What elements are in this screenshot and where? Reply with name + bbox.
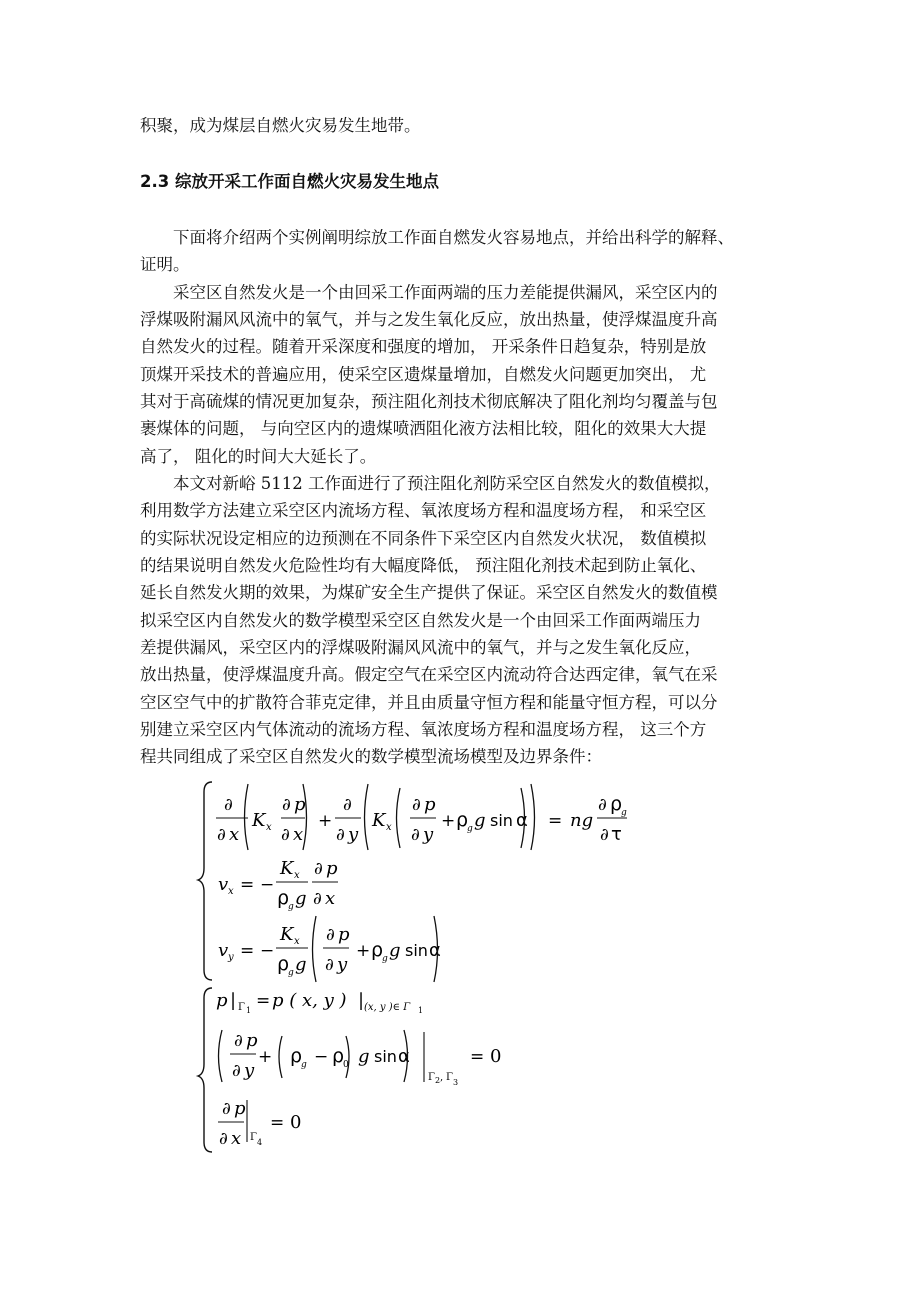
subscript-x: x	[386, 822, 392, 833]
subscript-0: 0	[343, 1060, 349, 1070]
symbol-sin: sin	[405, 941, 428, 960]
bc1-domain: (x, y )∈ Γ	[364, 1002, 411, 1013]
subscript-1: 1	[246, 1006, 252, 1015]
symbol-K: K	[372, 810, 386, 831]
symbol-partial: ∂	[219, 1129, 228, 1149]
paragraph-line: 浮煤吸附漏风风流中的氧气，并与之发生氧化反应，放出热量，使浮煤温度升高	[140, 310, 718, 329]
symbol-p: p	[216, 990, 228, 1011]
symbol-p: p	[338, 924, 350, 945]
paragraph-line: 的实际状况设定相应的边预测在不同条件下采空区内自然发火状况， 数值模拟	[140, 529, 707, 548]
subscript-4: 4	[257, 1138, 263, 1147]
continuation-line: 积聚，成为煤层自燃火灾易发生地带。	[140, 116, 421, 135]
symbol-partial: ∂	[598, 795, 607, 815]
symbol-partial: ∂	[600, 825, 609, 845]
paragraph-line: 利用数学方法建立采空区内流场方程、氧浓度场方程和温度场方程， 和采空区	[140, 501, 707, 520]
symbol-K: K	[280, 858, 294, 879]
symbol-zero: 0	[290, 1112, 302, 1133]
paragraph-line: 裹煤体的问题， 与向空区内的遗煤喷洒阻化液方法相比较，阻化的效果大大提	[140, 419, 707, 438]
symbol-g: g	[389, 940, 401, 961]
symbol-x: x	[229, 824, 240, 845]
subscript-g: g	[382, 954, 388, 964]
symbol-p: p	[294, 794, 306, 815]
symbol-y: y	[337, 954, 348, 975]
symbol-equals: =	[256, 991, 271, 1011]
symbol-ng: ng	[570, 810, 594, 831]
symbol-rho: ρ	[610, 793, 623, 815]
paragraph-line: 拟采空区内自然发火的数学模型采空区自然发火是一个由回采工作面两端压力	[140, 611, 701, 630]
boundary-condition-1	[216, 990, 423, 1015]
equation-2	[218, 858, 338, 912]
paragraph-line: 其对于高硫煤的情况更加复杂，预注阻化剂技术彻底解决了阻化剂均匀覆盖与包	[140, 392, 718, 411]
symbol-alpha: α	[429, 940, 441, 961]
symbol-x: x	[231, 1128, 242, 1149]
paragraph-line: 空区空气中的扩散符合菲克定律，并且由质量守恒方程和能量守恒方程，可以分	[140, 693, 718, 712]
symbol-plus: +	[318, 811, 333, 831]
symbol-plus: +	[356, 941, 371, 961]
symbol-x: x	[293, 824, 304, 845]
symbol-partial: ∂	[234, 1031, 243, 1051]
symbol-v: v	[218, 874, 229, 895]
boundary-condition-3	[218, 1098, 301, 1149]
symbol-partial: ∂	[343, 795, 352, 815]
boundary-condition-2	[219, 1030, 502, 1087]
subscript-g: g	[288, 902, 294, 912]
system-brace-bottom	[198, 988, 212, 1152]
symbol-gamma: Γ	[238, 1002, 245, 1013]
symbol-partial: ∂	[313, 889, 322, 909]
paragraph-line: 程共同组成了采空区自然发火的数学模型流场模型及边界条件：	[140, 747, 602, 766]
symbol-y: y	[348, 824, 359, 845]
symbol-minus: −	[260, 875, 275, 895]
paragraph-line: 下面将介绍两个实例阐明综放工作面自燃发火容易地点，并给出科学的解释、	[173, 228, 734, 247]
symbol-partial: ∂	[282, 795, 291, 815]
paragraph-line: 证明。	[140, 255, 190, 274]
symbol-rho: ρ	[456, 809, 469, 831]
symbol-equals: =	[240, 941, 255, 961]
symbol-g: g	[295, 888, 307, 909]
symbol-partial: ∂	[281, 825, 290, 845]
symbol-p: p	[326, 858, 338, 879]
symbol-alpha: α	[516, 810, 528, 831]
symbol-g: g	[295, 954, 307, 975]
symbol-v: v	[218, 940, 229, 961]
symbol-g: g	[358, 1046, 370, 1067]
subscript-1: 1	[418, 1006, 424, 1015]
paragraph-line: 自然发火的过程。随着开采深度和强度的增加， 开采条件日趋复杂，特别是放	[140, 337, 707, 356]
paragraph-line: 差提供漏风，采空区内的浮煤吸附漏风风流中的氧气，并与之发生氧化反应，	[140, 638, 701, 657]
symbol-gamma: Γ	[428, 1072, 435, 1083]
paragraph-line: 高了， 阻化的时间大大延长了。	[140, 447, 377, 466]
symbol-y: y	[423, 824, 434, 845]
symbol-equals: =	[548, 811, 563, 831]
symbol-alpha: α	[398, 1046, 410, 1067]
symbol-partial: ∂	[325, 955, 334, 975]
symbol-plus: +	[258, 1047, 273, 1067]
symbol-partial: ∂	[336, 825, 345, 845]
symbol-equals: =	[270, 1113, 285, 1133]
symbol-comma: ,	[440, 1072, 444, 1083]
paragraph-line: 延长自然发火期的效果，为煤矿安全生产提供了保证。采空区自然发火的数值模	[140, 583, 718, 602]
symbol-partial: ∂	[224, 795, 233, 815]
paragraph-line: 采空区自然发火是一个由回采工作面两端的压力差能提供漏风，采空区内的	[173, 283, 718, 302]
paragraph-line: 放出热量，使浮煤温度升高。假定空气在采空区内流动符合达西定律，氧气在采	[140, 665, 718, 684]
symbol-partial: ∂	[314, 859, 323, 879]
symbol-K: K	[252, 810, 266, 831]
system-brace-top	[198, 782, 212, 980]
subscript-g: g	[621, 808, 627, 818]
symbol-partial: ∂	[217, 825, 226, 845]
subscript-x: x	[266, 822, 272, 833]
subscript-g: g	[467, 824, 473, 834]
symbol-K: K	[280, 924, 294, 945]
subscript-g: g	[288, 968, 294, 978]
paragraph-line: 的结果说明自然发火危险性均有大幅度降低， 预注阻化剂技术起到防止氧化、	[140, 556, 707, 575]
equation-1	[216, 784, 627, 850]
symbol-p: p	[234, 1098, 246, 1119]
symbol-gamma: Γ	[446, 1072, 453, 1083]
symbol-bar: |	[230, 990, 237, 1011]
symbol-rho: ρ	[332, 1045, 345, 1067]
symbol-plus: +	[441, 811, 456, 831]
symbol-partial: ∂	[412, 795, 421, 815]
symbol-minus: −	[260, 941, 275, 961]
symbol-sin: sin	[490, 811, 513, 830]
paragraph-line: 顶煤开采技术的普遍应用，使采空区遗煤量增加，自燃发火问题更加突出， 尤	[140, 365, 707, 384]
symbol-zero: 0	[490, 1046, 502, 1067]
section-heading: 2.3 综放开采工作面自燃火灾易发生地点	[140, 172, 439, 191]
symbol-rho: ρ	[290, 1045, 303, 1067]
symbol-rho: ρ	[277, 953, 290, 975]
symbol-rho: ρ	[277, 887, 290, 909]
symbol-gamma: Γ	[250, 1132, 257, 1143]
subscript-x: x	[228, 886, 234, 897]
symbol-sin: sin	[374, 1047, 397, 1066]
subscript-3: 3	[453, 1078, 459, 1087]
subscript-2: 2	[435, 1076, 441, 1085]
symbol-partial: ∂	[222, 1099, 231, 1119]
paragraph-line: 本文对新峪 5112 工作面进行了预注阻化剂防采空区自然发火的数值模拟，	[173, 474, 721, 493]
subscript-x: x	[294, 870, 300, 881]
symbol-partial: ∂	[232, 1061, 241, 1081]
subscript-y: y	[228, 952, 234, 963]
symbol-minus: −	[314, 1047, 329, 1067]
symbol-p: p	[424, 794, 436, 815]
symbol-rho: ρ	[371, 939, 384, 961]
symbol-g: g	[474, 810, 486, 831]
symbol-x: x	[325, 888, 336, 909]
paragraph-line: 别建立采空区内气体流动的流场方程、氧浓度场方程和温度场方程， 这三个方	[140, 720, 707, 739]
bc1-rhs: p ( x, y )	[272, 990, 347, 1011]
symbol-equals: =	[470, 1047, 485, 1067]
subscript-g: g	[301, 1060, 307, 1070]
symbol-y: y	[244, 1060, 255, 1081]
symbol-partial: ∂	[326, 925, 335, 945]
symbol-tau: τ	[611, 824, 622, 845]
symbol-partial: ∂	[411, 825, 420, 845]
equation-3	[218, 916, 441, 982]
symbol-equals: =	[240, 875, 255, 895]
symbol-bar: |	[358, 990, 365, 1011]
subscript-x: x	[294, 936, 300, 947]
symbol-p: p	[246, 1030, 258, 1051]
